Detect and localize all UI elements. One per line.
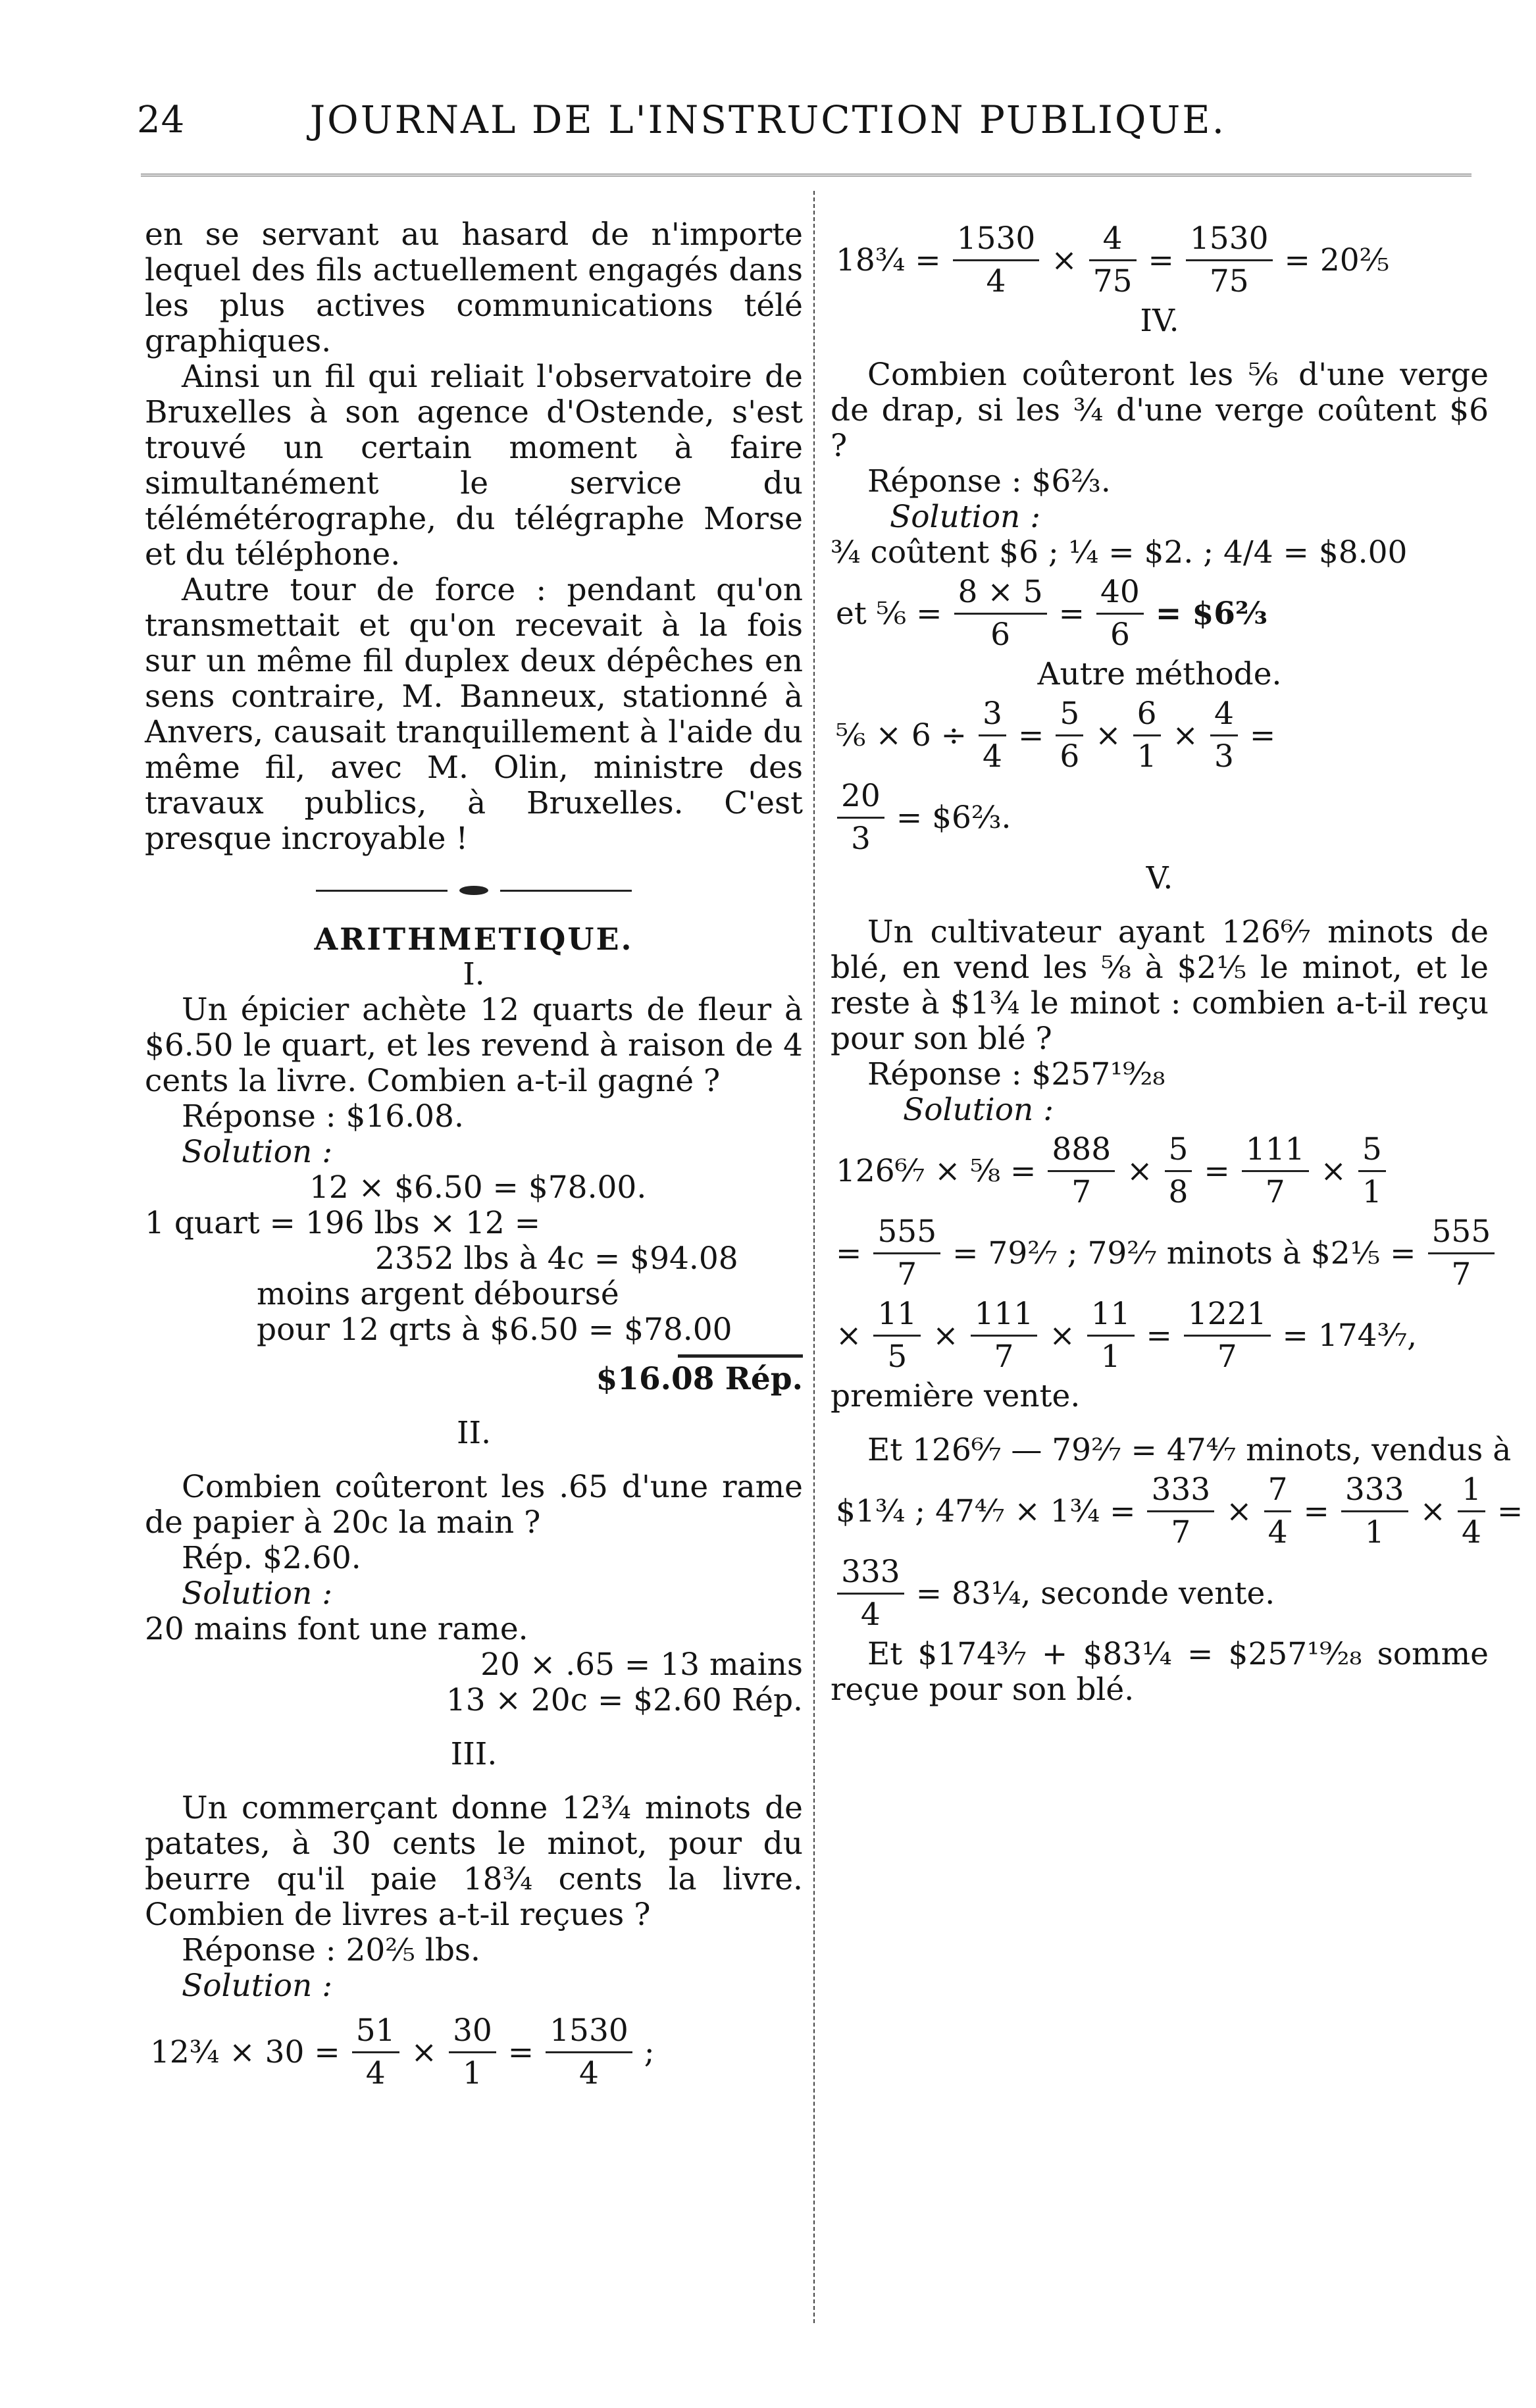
equation-lead: $1¾ ; 47⁴⁄₇ × 1¾ = <box>836 1493 1136 1529</box>
sum-rule <box>678 1354 803 1358</box>
equation-result: = 174³⁄₇, <box>1282 1317 1418 1354</box>
fraction: $\frac{11}{5}$ <box>873 1296 921 1375</box>
solution-line: 20 × .65 = 13 mains <box>480 1647 803 1683</box>
fraction: $\frac{8 \times 5}{6}$ <box>954 575 1047 653</box>
problem-text: Un cultivateur ayant 126⁶⁄₇ minots de blé, en vend les ⅝ à $2⅕ le minot, et le reste à $1¾ le minot : combien a-t-il reçu pour son blé ? <box>831 914 1489 1057</box>
answer: Rép. $2.60. <box>182 1540 361 1576</box>
fraction: $\frac{888}{7}$ <box>1048 1132 1115 1210</box>
solution-label: Solution : <box>903 1092 1054 1128</box>
solution-label: Solution : <box>182 1968 333 2004</box>
problem-numeral: IV. <box>1140 303 1179 339</box>
problem-text: Combien coûteront les .65 d'une rame de papier à 20c la main ? <box>145 1469 803 1541</box>
equation-result: = $6⅔. <box>896 799 1011 836</box>
equation: = $\frac{555}{7}$ = 79²⁄₇ ; 79²⁄₇ minots à $2⅕ = $\frac{555}{7}$ <box>831 1214 1489 1293</box>
fraction: $\frac{1530}{4}$ <box>546 2013 632 2091</box>
fraction: $\frac{11}{1}$ <box>1087 1296 1135 1375</box>
fraction: $\frac{4}{75}$ <box>1089 221 1137 299</box>
fraction: $\frac{1}{4}$ <box>1458 1472 1485 1550</box>
answer: Réponse : 20⅖ lbs. <box>182 1932 480 1968</box>
solution-line: moins argent déboursé <box>257 1276 619 1312</box>
method-label: Autre méthode. <box>1037 656 1282 692</box>
fraction: $\frac{333}{4}$ <box>837 1554 904 1633</box>
fraction: $\frac{555}{7}$ <box>1428 1214 1495 1293</box>
equation: 18¾ = $\frac{1530}{4}$ × $\frac{4}{75}$ = $\frac{1530}{75}$ = 20⅖ <box>836 220 1390 299</box>
fraction: $\frac{20}{3}$ <box>837 779 884 857</box>
equation: 12¾ × 30 = $\frac{51}{4}$ × $\frac{30}{1}$ = $\frac{1530}{4}$ ; <box>150 2012 655 2091</box>
solution-line: pour 12 qrts à $6.50 = $78.00 <box>257 1312 732 1348</box>
fraction: $\frac{333}{1}$ <box>1341 1472 1408 1550</box>
equation-text: = 79²⁄₇ ; 79²⁄₇ minots à $2⅕ = <box>952 1235 1416 1271</box>
solution-line: 1 quart = 196 lbs × 12 = <box>145 1205 541 1241</box>
problem-numeral: II. <box>456 1415 492 1451</box>
answer: Réponse : $257¹⁹⁄₂₈ <box>867 1056 1165 1092</box>
answer: Réponse : $16.08. <box>182 1098 464 1135</box>
equation <box>831 779 1489 857</box>
solution-result: $16.08 Rép. <box>596 1361 803 1397</box>
fraction: $\frac{5}{1}$ <box>1358 1132 1386 1210</box>
fraction: $\frac{111}{7}$ <box>971 1296 1038 1375</box>
header-rule <box>141 174 1472 176</box>
fraction: $\frac{51}{4}$ <box>352 2013 399 2091</box>
solution-line: 20 mains font une rame. <box>145 1611 528 1647</box>
solution-line: 13 × 20c = $2.60 Rép. <box>446 1682 803 1718</box>
fraction: $\frac{7}{4}$ <box>1264 1472 1292 1550</box>
problem-numeral: III. <box>450 1736 498 1772</box>
section-title: ARITHMETIQUE. <box>314 921 634 957</box>
solution-line: Et 126⁶⁄₇ — 79²⁄₇ = 47⁴⁄₇ minots, vendus à <box>867 1432 1512 1468</box>
equation-lead: 126⁶⁄₇ × ⅝ = <box>836 1152 1037 1189</box>
paragraph: Autre tour de force : pendant qu'on transmettait et qu'on recevait à la fois sur un même fil duplex deux dépêches en sens contraire, M. Banneux, stationné à Anvers, causait tranquillement à l'aide du même fil, avec M. Olin, ministre des travaux publics, à Bruxelles. C'est presque incroyable ! <box>145 572 803 857</box>
equation <box>831 1554 1489 1633</box>
fraction: $\frac{111}{7}$ <box>1242 1132 1309 1210</box>
equation: ⅚ × 6 ÷ $\frac{3}{4}$ = $\frac{5}{6}$ × $\frac{6}{1}$ × $\frac{4}{3}$ = <box>836 696 1276 775</box>
fraction: $\frac{30}{1}$ <box>449 2013 496 2091</box>
fraction: $\frac{6}{1}$ <box>1133 696 1161 775</box>
final-sum: Et $174³⁄₇ + $83¼ = $257¹⁹⁄₂₈ somme reçue pour son blé. <box>831 1636 1489 1708</box>
fraction: $\frac{1221}{7}$ <box>1184 1296 1271 1375</box>
equation-result: = 83¼, seconde vente. <box>915 1575 1275 1612</box>
fraction: $\frac{555}{7}$ <box>873 1214 940 1293</box>
answer: Réponse : $6⅔. <box>867 463 1111 500</box>
problem-numeral: V. <box>1146 860 1173 896</box>
running-title: JOURNAL DE L'INSTRUCTION PUBLIQUE. <box>309 97 1227 142</box>
solution-label: Solution : <box>182 1575 333 1612</box>
solution-label: Solution : <box>182 1134 333 1170</box>
problem-numeral: I. <box>463 956 485 992</box>
equation: et ⅚ = $\frac{8 \times 5}{6}$ = $\frac{40}{6}$ = $6⅔ <box>836 574 1267 653</box>
equation-lead: 18¾ = <box>836 242 941 278</box>
equation-lead: ⅚ × 6 ÷ <box>836 717 967 754</box>
fraction: $\frac{40}{6}$ <box>1096 575 1144 653</box>
paragraph: Ainsi un fil qui reliait l'observatoire de Bruxelles à son agence d'Ostende, s'est trouvé un certain moment à faire simultanément le service du télémétérographe, du télégraphe Morse et du téléphone. <box>145 359 803 573</box>
fraction: $\frac{1530}{75}$ <box>1186 221 1273 299</box>
fraction: $\frac{5}{6}$ <box>1056 696 1083 775</box>
fraction: $\frac{333}{7}$ <box>1147 1472 1214 1550</box>
fraction: $\frac{5}{8}$ <box>1165 1132 1192 1210</box>
equation-lead: et ⅚ = <box>836 595 942 632</box>
page-number: 24 <box>137 99 186 141</box>
fraction: $\frac{3}{4}$ <box>979 696 1006 775</box>
solution-line: première vente. <box>831 1378 1081 1414</box>
left-column <box>145 217 803 2095</box>
problem-text: Un épicier achète 12 quarts de fleur à $6.50 le quart, et les revend à raison de 4 cents la livre. Combien a-t-il gagné ? <box>145 992 803 1099</box>
equation: × $\frac{11}{5}$ × $\frac{111}{7}$ × $\frac{11}{1}$ = $\frac{1221}{7}$ = 174³⁄₇, <box>836 1296 1418 1375</box>
equation-result: = $6⅔ <box>1155 595 1267 632</box>
equation-lead: 12¾ × 30 = <box>150 2034 340 2070</box>
paragraph: en se servant au hasard de n'importe lequel des fils actuellement engagés dans les plus actives communications télé graphiques. <box>145 217 803 359</box>
solution-label: Solution : <box>890 499 1041 535</box>
equation-result: = 20⅖ <box>1284 242 1390 278</box>
equation: $1¾ ; 47⁴⁄₇ × 1¾ = $\frac{333}{7}$ × $\frac{7}{4}$ = $\frac{333}{1}$ × $\frac{1}{4}$ = <box>836 1472 1523 1550</box>
section-ornament <box>145 886 803 895</box>
solution-line: 12 × $6.50 = $78.00. <box>309 1169 647 1206</box>
solution-line: ¾ coûtent $6 ; ¼ = $2. ; 4/4 = $8.00 <box>831 534 1408 571</box>
right-column <box>831 217 1523 1708</box>
fraction: $\frac{1530}{4}$ <box>953 221 1040 299</box>
equation: 126⁶⁄₇ × ⅝ = $\frac{888}{7}$ × $\frac{5}{8}$ = $\frac{111}{7}$ × $\frac{5}{1}$ <box>831 1132 1489 1210</box>
problem-text: Combien coûteront les ⅚ d'une verge de drap, si les ¾ d'une verge coûtent $6 ? <box>831 357 1489 464</box>
fraction: $\frac{4}{3}$ <box>1210 696 1238 775</box>
column-rule <box>813 191 815 2323</box>
problem-text: Un commerçant donne 12¾ minots de patates, à 30 cents le minot, pour du beurre qu'il paie 18¾ cents la livre. Combien de livres a-t-il reçues ? <box>145 1790 803 1933</box>
solution-line: 2352 lbs à 4c = $94.08 <box>375 1241 738 1277</box>
